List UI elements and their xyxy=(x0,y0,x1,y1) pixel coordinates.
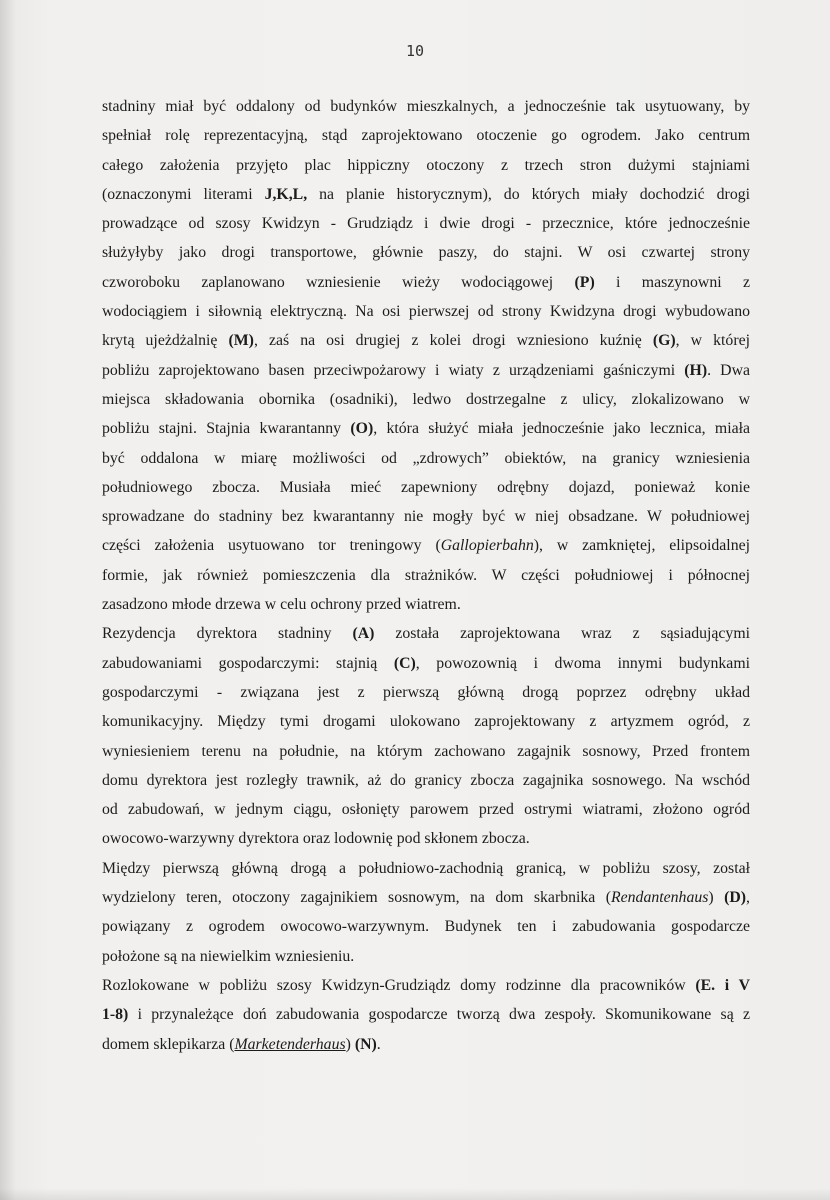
text-line: komunikacyjny. Między tymi drogami ulokowano zaprojektowany z artyzmem ogród, z xyxy=(102,713,750,731)
text-line: zabudowaniami gospodarczymi: stajnią (C), powozownią i dwoma innymi budynkami xyxy=(102,654,750,672)
text-line: (oznaczonymi literami J,K,L, na planie historycznym), do których miały dochodzić drogi xyxy=(102,185,751,203)
text-line: czworoboku zaplanowano wzniesienie wieży wodociągowej (P) i maszynowni z xyxy=(102,273,750,291)
text-line: owocowo-warzywny dyrektora oraz lodownię pod skłonem zbocza. xyxy=(102,830,530,848)
text-line: służyłyby jako drogi transportowe, głównie paszy, do stajni. W osi czwartej strony xyxy=(102,244,750,262)
text-line: południowego zbocza. Musiała mieć zapewniony odrębny dojazd, ponieważ konie xyxy=(102,478,750,496)
text-line: formie, jak również pomieszczenia dla strażników. W części południowej i północnej xyxy=(102,566,750,584)
text-line: miejsca składowania obornika (osadniki), ledwo dostrzegalne z ulicy, zlokalizowano w xyxy=(102,390,750,408)
body-text xyxy=(102,92,750,1059)
text-line: pobliżu zaprojektowano basen przeciwpożarowy i wiaty z urządzeniami gaśniczymi (H). Dwa xyxy=(102,361,750,379)
text-line: domu dyrektora jest rozległy trawnik, aż do granicy zbocza zagajnika sosnowego. Na wschód xyxy=(102,771,750,789)
text-line: całego założenia przyjęto plac hippiczny otoczony z trzech stron dużymi stajniami xyxy=(102,156,750,174)
text-line: Rezydencja dyrektora stadniny (A) została zaprojektowana wraz z sąsiadującymi xyxy=(102,625,750,643)
binding-shadow xyxy=(0,0,16,1200)
text-line: domem sklepikarza (Marketenderhaus) (N). xyxy=(102,1035,381,1053)
bottom-shadow xyxy=(0,1188,830,1200)
text-line: położone są na niewielkim wzniesieniu. xyxy=(102,947,355,965)
text-line: Rozlokowane w pobliżu szosy Kwidzyn-Grudziądz domy rodzinne dla pracowników (E. i V xyxy=(102,976,750,994)
text-line: zasadzono młode drzewa w celu ochrony przed wiatrem. xyxy=(102,596,461,614)
text-line: gospodarczymi - związana jest z pierwszą główną drogą poprzez odrębny układ xyxy=(102,683,750,701)
text-line: sprowadzane do stadniny bez kwarantanny nie mogły być w niej obsadzane. W południowej xyxy=(102,508,750,526)
text-line: wodociągiem i siłownią elektryczną. Na osi pierwszej od strony Kwidzyna drogi wybudowano xyxy=(102,303,750,321)
text-line: spełniał rolę reprezentacyjną, stąd zaprojektowano otoczenie go ogrodem. Jako centrum xyxy=(102,127,750,145)
text-line: wydzielony teren, otoczony zagajnikiem sosnowym, na dom skarbnika (Rendantenhaus) (D), xyxy=(102,889,750,907)
page-number: 10 xyxy=(405,42,425,60)
text-line: powiązany z ogrodem owocowo-warzywnym. Budynek ten i zabudowania gospodarcze xyxy=(102,918,750,936)
text-line: od zabudowań, w jednym ciągu, osłonięty parowem przed ostrymi wiatrami, złożono ogród xyxy=(102,801,750,819)
text-line: krytą ujeżdżalnię (M), zaś na osi drugiej z kolei drogi wzniesiono kuźnię (G), w której xyxy=(102,332,750,350)
text-line: stadniny miał być oddalony od budynków mieszkalnych, a jednocześnie tak usytuowany, by xyxy=(102,98,750,115)
text-line: Między pierwszą główną drogą a południowo-zachodnią granicą, w pobliżu szosy, został xyxy=(102,859,750,877)
text-line: 1-8) i przynależące doń zabudowania gospodarcze tworzą dwa zespoły. Skomunikowane są z xyxy=(102,1006,750,1024)
text-line: części założenia usytuowano tor treningowy (Gallopierbahn), w zamkniętej, elipsoidalnej xyxy=(102,537,750,555)
text-line: pobliżu stajni. Stajnia kwarantanny (O), która służyć miała jednocześnie jako lecznica, miała xyxy=(102,420,750,438)
text-line: wyniesieniem terenu na południe, na którym zachowano zagajnik sosnowy, Przed frontem xyxy=(102,742,750,760)
text-line: prowadzące od szosy Kwidzyn - Grudziądz i dwie drogi - przecznice, które jednocześnie xyxy=(102,215,750,233)
text-line: być oddalona w miarę możliwości od „zdrowych” obiektów, na granicy wzniesienia xyxy=(102,449,750,467)
